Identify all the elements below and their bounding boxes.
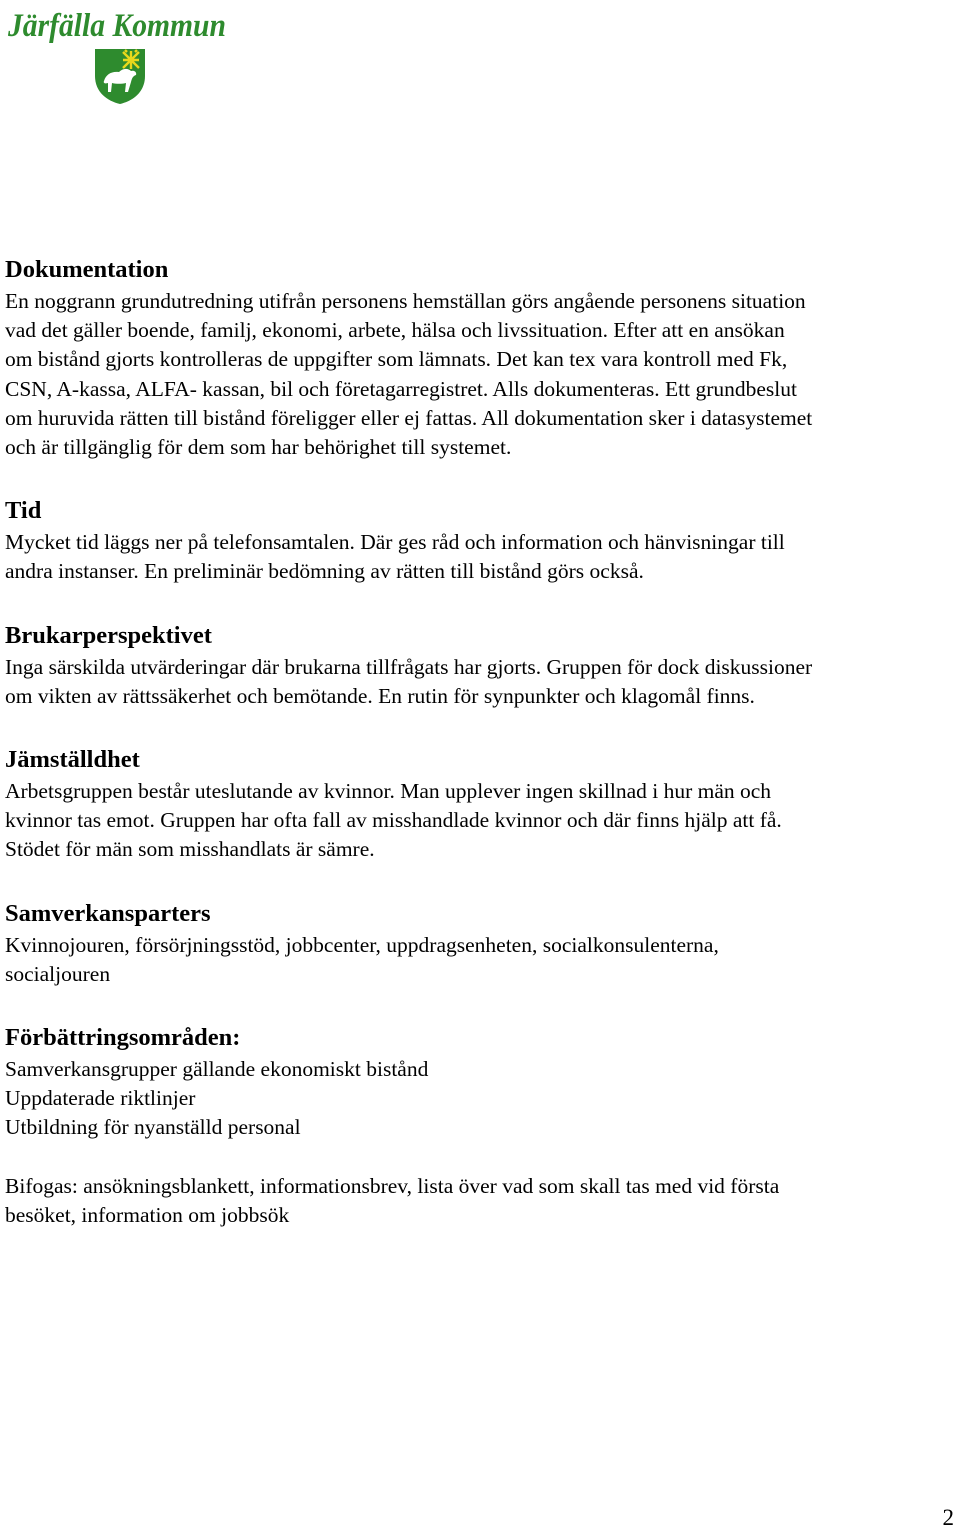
section-paragraph xyxy=(5,287,957,462)
text-line: om huruvida rätten till bistånd föreligger eller ej fattas. All dokumentation sker i datasystemet xyxy=(5,405,813,430)
section-heading: Dokumentation xyxy=(5,256,169,283)
document-body xyxy=(5,253,957,1230)
text-line: kvinnor tas emot. Gruppen har ofta fall av misshandlade kvinnor och där finns hjälp att få. xyxy=(5,808,782,833)
page-number: 2 xyxy=(942,1505,954,1530)
text-line: andra instanser. En preliminär bedömning av rätten till bistånd görs också. xyxy=(5,559,644,584)
section-brukarperspektivet xyxy=(5,619,957,711)
text-line: vad det gäller boende, familj, ekonomi, arbete, hälsa och livssituation. Efter att en ansökan xyxy=(5,318,785,343)
section-forbattringsomraden xyxy=(5,1021,957,1143)
text-line: Stödet för män som misshandlats är sämre. xyxy=(5,837,375,862)
section-heading: Brukarperspektivet xyxy=(5,621,212,649)
section-paragraph xyxy=(5,653,957,711)
text-line: CSN, A-kassa, ALFA- kassan, bil och företagarregistret. Alls dokumenteras. Ett grundbeslut xyxy=(5,376,797,401)
text-line: besöket, information om jobbsök xyxy=(5,1202,290,1227)
section-jamstalldhet xyxy=(5,743,957,865)
section-samverkansparters xyxy=(5,897,957,989)
section-paragraph xyxy=(5,1055,957,1143)
section-dokumentation xyxy=(5,253,957,462)
section-heading: Samverkansparters xyxy=(5,899,211,927)
coat-of-arms-icon xyxy=(92,46,148,106)
section-paragraph xyxy=(5,931,957,989)
logo-wordmark xyxy=(6,2,231,46)
logo-wordmark-text: Järfälla Kommun xyxy=(7,8,226,44)
attachments-paragraph xyxy=(5,1172,957,1230)
text-line: om bistånd gjorts kontrolleras de uppgifter som lämnats. Det kan tex vara kontroll med Fk, xyxy=(5,347,788,372)
section-paragraph xyxy=(5,528,957,586)
text-line: och är tillgänglig för dem som har behörighet till systemet. xyxy=(5,435,512,460)
section-paragraph xyxy=(5,777,957,865)
text-line: En noggrann grundutredning utifrån personens hemställan görs angående personens situation xyxy=(5,289,806,313)
text-line: Bifogas: ansökningsblankett, informationsbrev, lista över vad som skall tas med vid första xyxy=(5,1173,780,1198)
municipality-logo xyxy=(6,2,231,107)
text-line: Samverkansgrupper gällande ekonomiskt bistånd xyxy=(5,1057,429,1082)
section-heading: Tid xyxy=(5,497,42,525)
text-line: Inga särskilda utvärderingar där brukarna tillfrågats har gjorts. Gruppen för dock diskussioner xyxy=(5,654,813,679)
text-line: Utbildning för nyanställd personal xyxy=(5,1115,301,1140)
text-line: Uppdaterade riktlinjer xyxy=(5,1086,196,1111)
section-heading: Jämställdhet xyxy=(5,746,140,774)
section-tid xyxy=(5,494,957,586)
text-line: om vikten av rättssäkerhet och bemötande. En rutin för synpunkter och klagomål finns. xyxy=(5,683,755,708)
section-heading: Förbättringsområden: xyxy=(5,1024,241,1052)
text-line: Arbetsgruppen består uteslutande av kvinnor. Man upplever ingen skillnad i hur män och xyxy=(5,779,772,804)
attachments-note xyxy=(5,1172,957,1230)
text-line: Kvinnojouren, försörjningsstöd, jobbcenter, uppdragsenheten, socialkonsulenterna, xyxy=(5,932,719,957)
text-line: Mycket tid läggs ner på telefonsamtalen. Där ges råd och information och hänvisningar till xyxy=(5,530,785,555)
text-line: socialjouren xyxy=(5,961,111,986)
